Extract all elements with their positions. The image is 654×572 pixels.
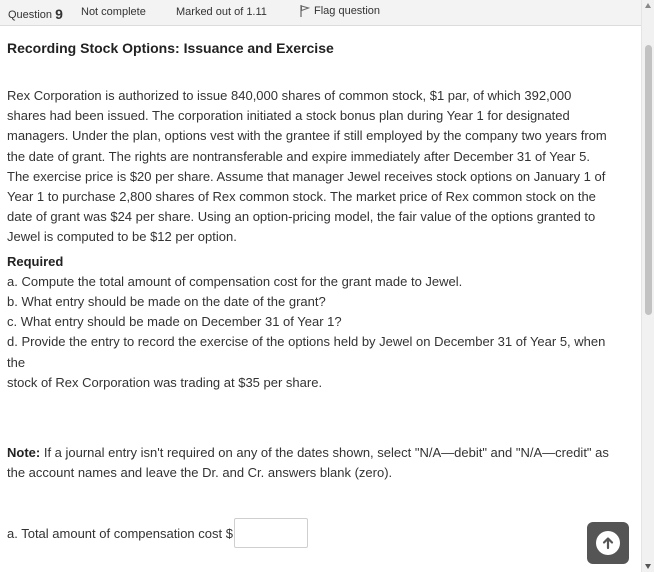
vertical-scrollbar[interactable] [641,0,654,572]
flag-icon [300,5,310,17]
problem-paragraph: Rex Corporation is authorized to issue 840,000 shares of common stock, $1 par, of which 392,000 shares had been issued. The corporation initiated a stock bonus plan during Year 1 for designated managers. Under the plan, options vest with the grantee if still employed by the company two years from the date of grant. The rights are nontransferable and expire immediately after December 31 of Year 5. The exercise price is $20 per share. Assume that manager Jewel receives stock options on January 1 of Year 1 to purchase 2,800 shares of Rex common stock. The market price of Rex common stock on the date of grant was $24 per share. Using an option-pricing model, the fair value of the options granted to Jewel is computed to be $12 per option. [7,88,607,245]
question-text [7,86,607,393]
required-item-d-continued: stock of Rex Corporation was trading at $35 per share. [7,374,323,390]
required-item-d: d. Provide the entry to record the exercise of the options held by Jewel on December 31 of Year 5, when the [7,334,606,370]
arrow-up-icon [596,531,620,555]
answer-label: a. Total amount of compensation cost $ [7,525,233,541]
note-text [7,443,612,483]
question-status: Not complete [81,6,146,18]
flag-question-label: Flag question [314,5,381,17]
question-marks: Marked out of 1.11 [176,6,267,18]
required-item-b: b. What entry should be made on the date of the grant? [7,294,326,310]
scroll-down-arrow-icon[interactable] [645,564,651,569]
flag-question-link[interactable] [300,5,380,17]
answer-row [7,518,308,548]
note-label: Note: [7,445,41,460]
note-body: If a journal entry isn't required on any of the dates shown, select "N/A—debit" and "N/A—credit" as the account names and leave the Dr. and Cr. answers blank (zero). [7,445,609,481]
compensation-cost-input[interactable] [234,518,308,548]
page-title: Recording Stock Options: Issuance and Exercise [7,40,334,56]
question-info-bar [0,0,641,26]
required-item-a: a. Compute the total amount of compensation cost for the grant made to Jewel. [7,273,463,289]
scroll-up-arrow-icon[interactable] [645,3,651,8]
required-item-c: c. What entry should be made on December 31 of Year 1? [7,314,342,330]
scroll-thumb[interactable] [645,45,652,315]
question-number-label: Question 9 [8,6,63,22]
required-heading: Required [7,253,64,269]
back-to-top-button[interactable] [587,522,629,564]
